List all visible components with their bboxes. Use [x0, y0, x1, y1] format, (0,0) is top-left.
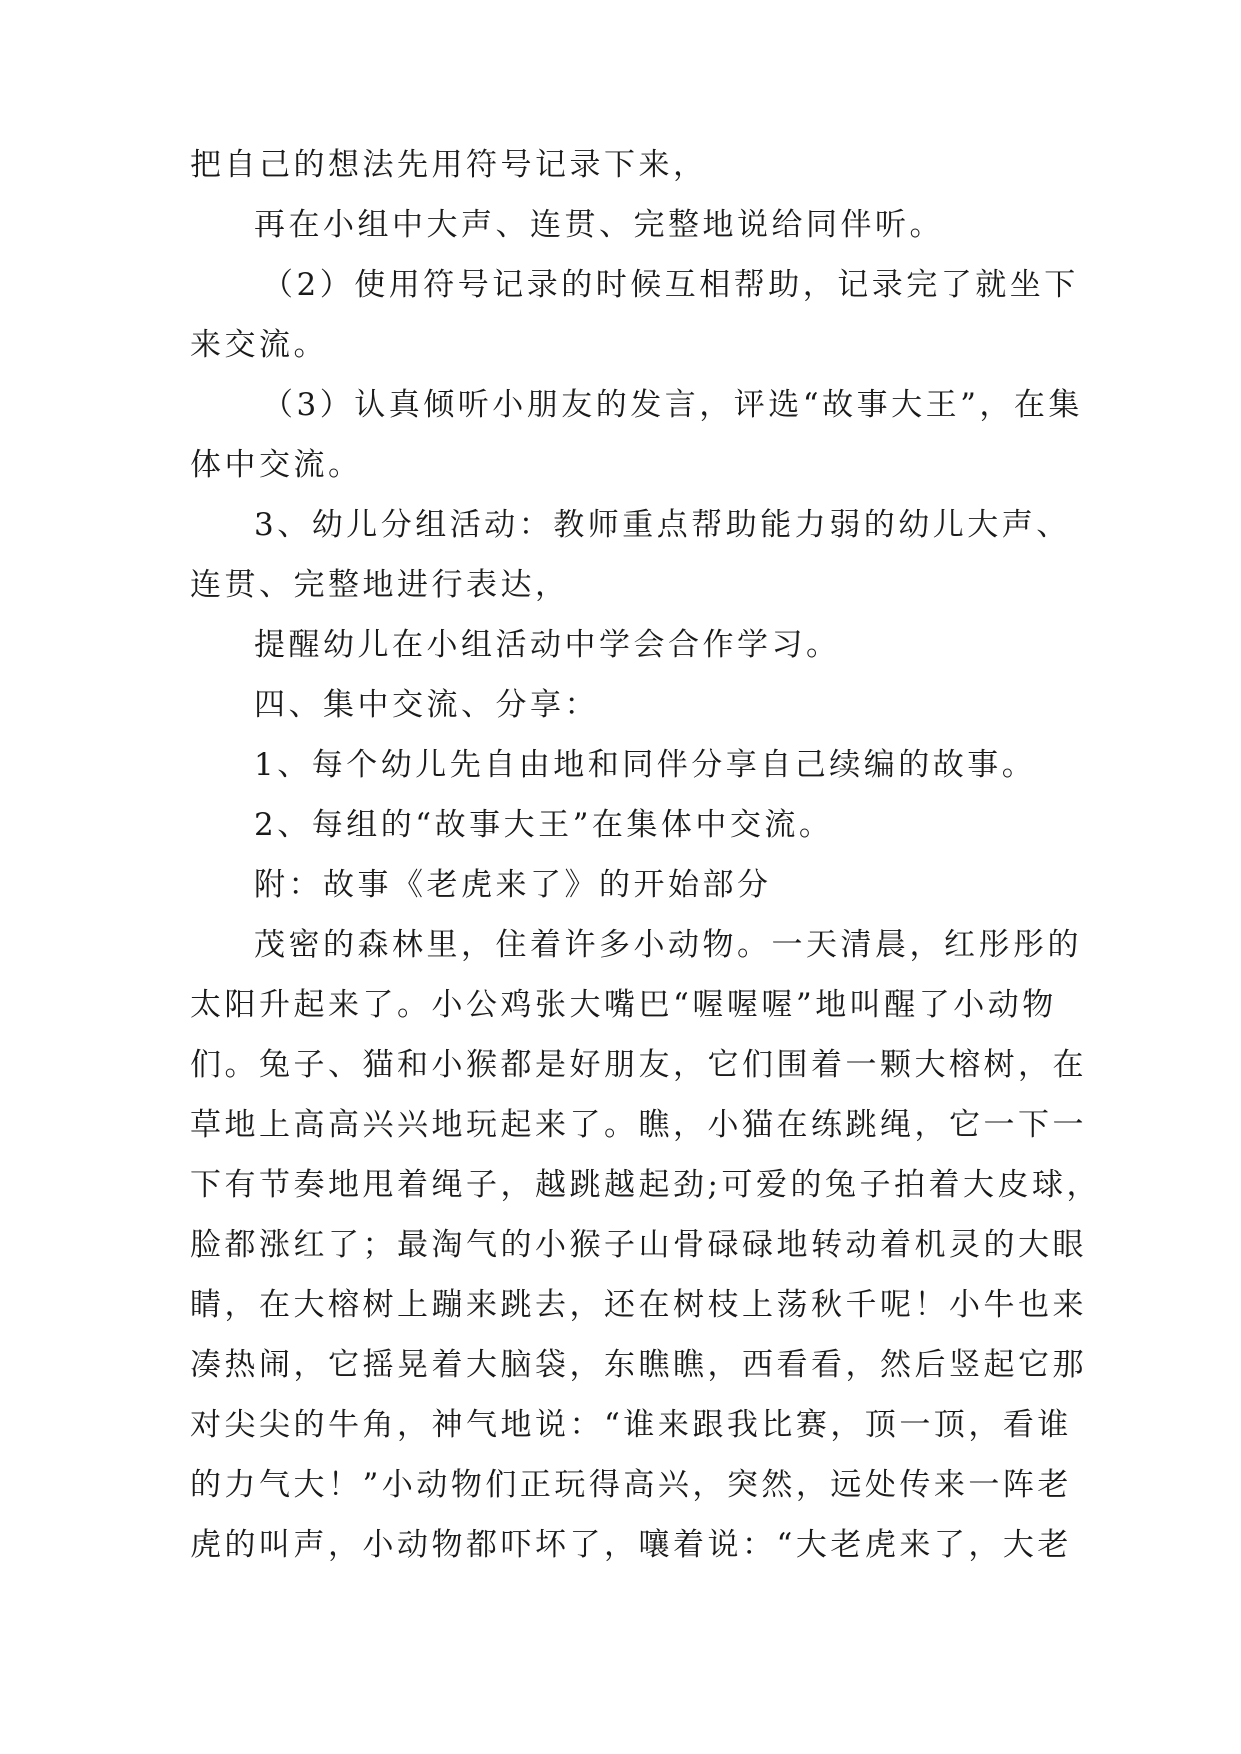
- story-line: 对尖尖的牛角，神气地说：“谁来跟我比赛，顶一顶，看谁: [190, 1407, 1072, 1443]
- text-line: 提醒幼儿在小组活动中学会合作学习。: [254, 627, 841, 663]
- story-line: 下有节奏地甩着绳子，越跳越起劲;可爱的兔子拍着大皮球，: [190, 1167, 1101, 1203]
- text-line: 把自己的想法先用符号记录下来，: [190, 147, 708, 183]
- text-line: （3）认真倾听小朋友的发言，评选“故事大王”，在集: [262, 387, 1083, 423]
- story-line: 虎的叫声，小动物都吓坏了，嚷着说：“大老虎来了，大老: [190, 1527, 1072, 1563]
- story-line: 们。兔子、猫和小猴都是好朋友，它们围着一颗大榕树，在: [190, 1047, 1087, 1083]
- story-line: 凑热闹，它摇晃着大脑袋，东瞧瞧，西看看，然后竖起它那: [190, 1347, 1087, 1383]
- text-line: 1、每个幼儿先自由地和同伴分享自己续编的故事。: [254, 747, 1037, 783]
- text-line: 来交流。: [190, 327, 328, 363]
- text-line: 再在小组中大声、连贯、完整地说给同伴听。: [254, 207, 944, 243]
- appendix-heading: 附：故事《老虎来了》的开始部分: [254, 867, 772, 903]
- text-line: 3、幼儿分组活动：教师重点帮助能力弱的幼儿大声、: [254, 507, 1071, 543]
- text-line: （2）使用符号记录的时候互相帮助，记录完了就坐下: [262, 267, 1079, 303]
- story-line: 睛，在大榕树上蹦来跳去，还在树枝上荡秋千呢！小牛也来: [190, 1287, 1087, 1323]
- text-line: 体中交流。: [190, 447, 363, 483]
- text-line: 连贯、完整地进行表达，: [190, 567, 570, 603]
- story-line: 太阳升起来了。小公鸡张大嘴巴“喔喔喔”地叫醒了小动物: [190, 987, 1057, 1023]
- story-line: 草地上高高兴兴地玩起来了。瞧，小猫在练跳绳，它一下一: [190, 1107, 1087, 1143]
- story-line: 茂密的森林里，住着许多小动物。一天清晨，红彤彤的: [254, 927, 1082, 963]
- text-line: 2、每组的“故事大王”在集体中交流。: [254, 807, 834, 843]
- story-line: 脸都涨红了；最淘气的小猴子山骨碌碌地转动着机灵的大眼: [190, 1227, 1087, 1263]
- section-heading: 四、集中交流、分享：: [254, 687, 599, 723]
- story-line: 的力气大！”小动物们正玩得高兴，突然，远处传来一阵老: [190, 1467, 1072, 1503]
